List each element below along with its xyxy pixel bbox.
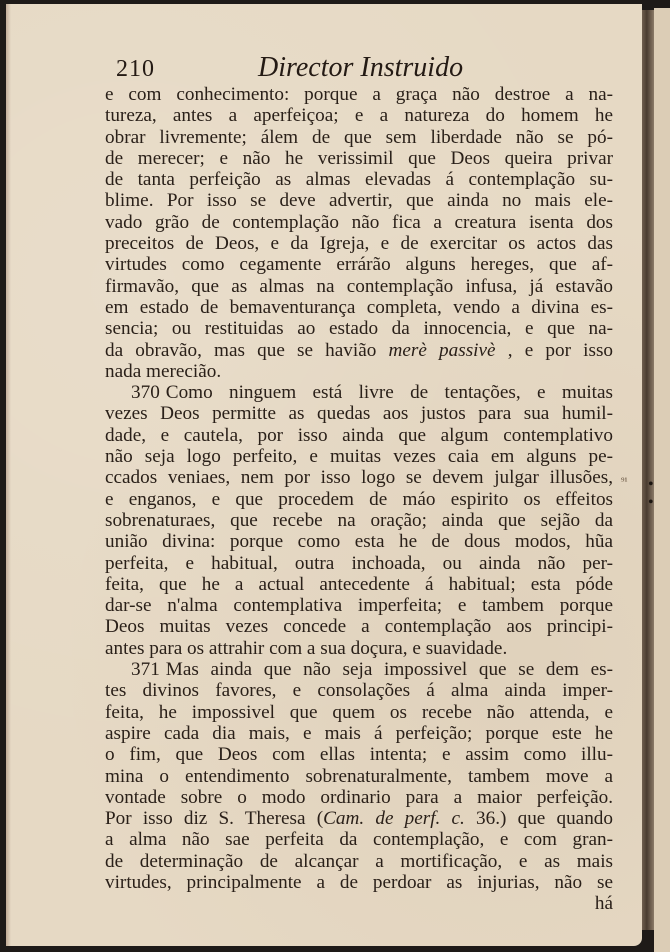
text-line [105, 84, 613, 105]
text-line [105, 212, 613, 233]
text-line [105, 403, 613, 424]
line-text: de determinação de alcançar a mortificação, e as mais [105, 850, 613, 872]
line-text: tes divinos favores, e consolações á alma ainda imper- [105, 680, 613, 702]
line-text: de tanta perfeição as almas elevadas á contemplação su- [105, 169, 613, 191]
text-line [105, 744, 613, 765]
line-text: feita, he impossivel que quem os recebe não attenda, e [105, 701, 613, 723]
line-text: vezes Deos permitte as quedas aos justos para sua humil- [105, 403, 613, 425]
text-line [105, 276, 613, 297]
text-line [105, 574, 613, 595]
line-text: sobrenaturaes, que recebe na oração; ainda que sejão da [105, 509, 613, 531]
paragraph-number: 371 [131, 659, 160, 681]
text-line [105, 872, 613, 893]
line-text: nada merecião. [105, 360, 222, 382]
text-segment: 36.) que quando [464, 808, 613, 830]
line-text: de merecer; e não he verissimil que Deos queira privar [105, 147, 613, 169]
line-text: ccados veniaes, nem por isso logo se devem julgar illusões, [105, 467, 613, 489]
line-text: virtudes, principalmente a de perdoar as injurias, não se [105, 871, 613, 893]
line-text: mina o entendimento sobrenaturalmente, tambem move a [105, 765, 613, 787]
marginal-mark: ⁹¹ [621, 476, 628, 487]
text-line [105, 531, 613, 552]
text-line [105, 851, 613, 872]
line-text: dar-se n'alma contemplativa imperfeita; e tambem porque [105, 595, 613, 617]
text-line [105, 723, 613, 744]
text-line [105, 787, 613, 808]
text-line [105, 680, 613, 701]
line-text: vontade sobre o modo ordinario para a maior perfeição. [105, 786, 613, 808]
text-line [105, 105, 613, 126]
text-line [105, 148, 613, 169]
line-text: e enganos, e que procedem de máo espirito os effeitos [105, 488, 613, 510]
text-line [105, 553, 613, 574]
body-text [105, 84, 613, 915]
text-line [105, 425, 613, 446]
line-text: não seja logo perfeito, e muitas vezes caia em alguns pe- [105, 446, 613, 468]
text-line [105, 808, 613, 829]
text-line [105, 254, 613, 275]
line-text: Deos muitas vezes concede a contemplação aos principi- [105, 616, 613, 638]
text-segment: , e por isso [495, 339, 614, 361]
line-text: perfeita, e habitual, outra inchoada, ou ainda não per- [105, 552, 613, 574]
running-title: Director Instruido [258, 52, 464, 83]
line-text: união divina: porque como esta he de dous modos, hũa [105, 531, 613, 553]
paragraph-start-line [105, 659, 613, 680]
catchword: há [594, 893, 613, 915]
italic-citation: Cam. de perf. c. [323, 808, 465, 830]
line-text: aspire cada dia mais, e mais á perfeição; porque este he [105, 722, 613, 744]
line-text: virtudes como cegamente errárão alguns hereges, que af- [105, 254, 613, 276]
text-line [105, 489, 613, 510]
text-line [105, 318, 613, 339]
text-line [105, 510, 613, 531]
line-text: Como ninguem está livre de tentações, e muitas [165, 382, 613, 404]
line-text: dade, e cautela, por isso ainda que algum contemplativo [105, 424, 613, 446]
line-text: blime. Por isso se deve advertir, que ainda no mais ele- [105, 190, 613, 212]
text-line [105, 595, 613, 616]
text-line [105, 340, 613, 361]
text-line [105, 190, 613, 211]
line-text: e com conhecimento: porque a graça não destroe a na- [105, 84, 613, 105]
text-segment: Por isso diz S. Theresa ( [105, 808, 324, 830]
text-line [105, 361, 613, 382]
page-number: 210 [116, 56, 155, 82]
text-line [105, 766, 613, 787]
line-text: obrar livremente; álem de que sem liberdade não se pó- [105, 126, 613, 148]
text-line [105, 829, 613, 850]
text-line [105, 169, 613, 190]
italic-citation: merè passivè [388, 339, 496, 361]
text-line [105, 467, 613, 488]
text-segment: da obravão, mas que se havião [105, 339, 389, 361]
line-text: a alma não sae perfeita da contemplação, e com gran- [105, 829, 613, 851]
text-line [105, 702, 613, 723]
line-text: o fim, que Deos com ellas intenta; e assim como illu- [105, 744, 613, 766]
line-text: em estado de bemaventurança completa, vendo a divina es- [105, 296, 613, 318]
line-text: sencia; ou restituidas ao estado da innocencia, e que na- [105, 318, 613, 340]
text-line [105, 297, 613, 318]
text-line [105, 616, 613, 637]
text-line [105, 446, 613, 467]
paragraph-number: 370 [131, 382, 160, 404]
paragraph-start-line [105, 382, 613, 403]
text-line [105, 638, 613, 659]
line-text: antes para os attrahir com a sua doçura, e suavidade. [105, 637, 508, 659]
text-line [105, 127, 613, 148]
line-text: firmavão, que as almas na contemplação infusa, já estavão [105, 275, 613, 297]
text-line [105, 233, 613, 254]
line-text: tureza, antes a aperfeiçoa; e a natureza do homem he [105, 105, 613, 127]
line-text: Mas ainda que não seja impossivel que se dem es- [165, 659, 613, 681]
line-text: feita, que he a actual antecedente á habitual; esta póde [105, 573, 613, 595]
line-text: preceitos de Deos, e da Igreja, e de exercitar os actos das [105, 233, 613, 255]
adjacent-page-text-fragment: • • [648, 476, 658, 511]
line-text: vado grão de contemplação não fica a creatura isenta dos [105, 211, 613, 233]
